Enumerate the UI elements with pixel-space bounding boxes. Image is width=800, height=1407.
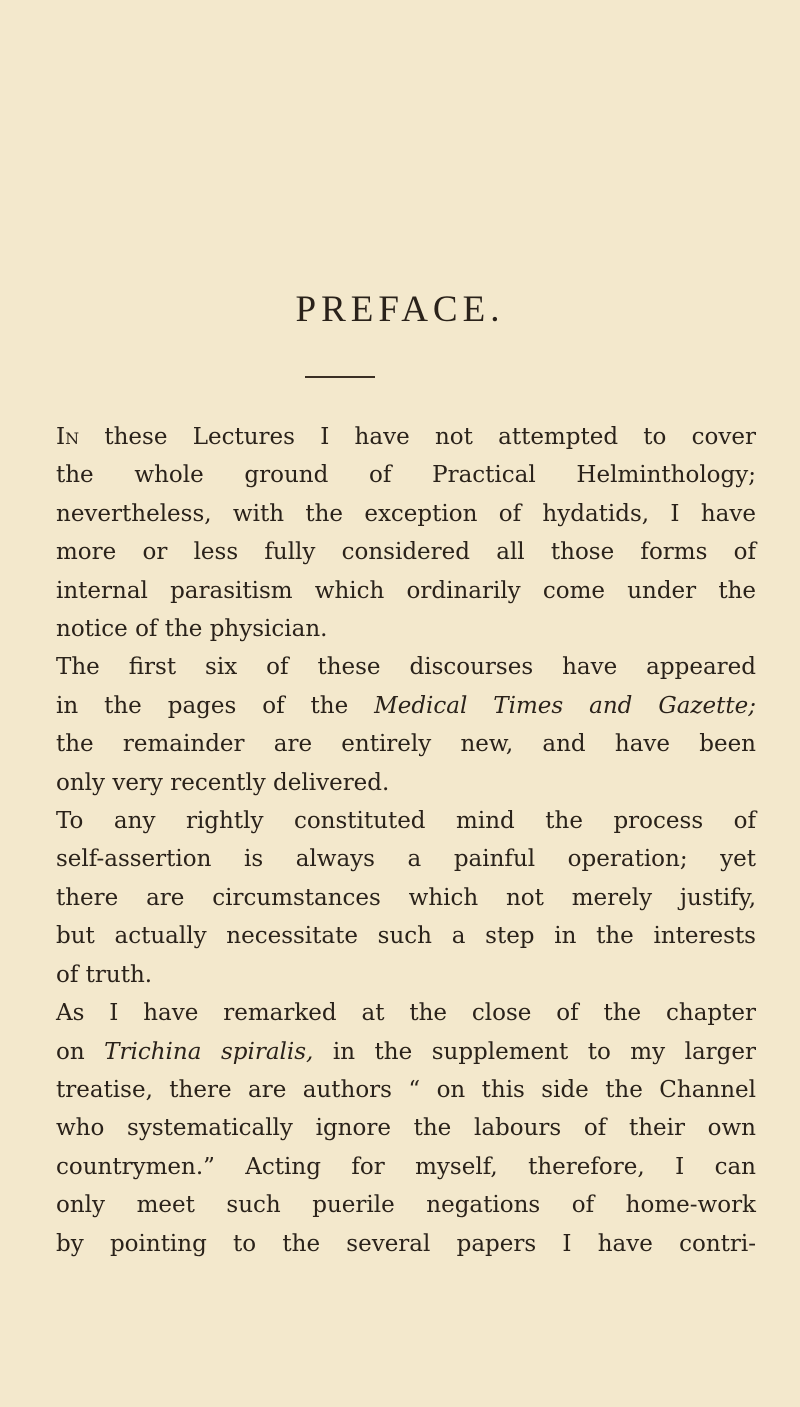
text-run: self-assertion is always a painful operation; yet — [56, 846, 756, 873]
text-line — [56, 764, 756, 802]
paragraph — [56, 648, 756, 802]
text-run: only meet such puerile negations of home-work — [56, 1192, 756, 1219]
text-run: but actually necessitate such a step in the interests — [56, 923, 756, 950]
text-run: of truth. — [56, 961, 153, 988]
text-run: the whole ground of Practical Helminthology; — [56, 462, 756, 489]
preface-body — [56, 418, 756, 1263]
paragraph — [56, 418, 756, 648]
text-run: in the pages of the — [56, 692, 375, 719]
italic-text: Medical Times and Gazette; — [374, 692, 757, 719]
text-run: on — [56, 1038, 105, 1065]
text-run: treatise, there are authors “ on this side the Channel — [56, 1076, 756, 1103]
text-run: notice of the physician. — [56, 616, 328, 643]
text-run: internal parasitism which ordinarily come under the — [56, 577, 756, 604]
page-title: PREFACE. — [295, 289, 505, 330]
text-run: To any rightly constituted mind the process of — [56, 808, 756, 835]
text-run: there are circumstances which not merely justify, — [56, 884, 756, 911]
text-run: by pointing to the several papers I have contri- — [56, 1230, 756, 1257]
text-run: the remainder are entirely new, and have been — [56, 731, 756, 758]
text-run: nevertheless, with the exception of hydatids, I have — [56, 500, 756, 527]
italic-text: Trichina spiralis, — [104, 1038, 314, 1065]
paragraph — [56, 802, 756, 994]
text-line — [56, 1109, 756, 1147]
text-line — [56, 1186, 756, 1224]
text-line — [56, 687, 756, 725]
text-line — [56, 1225, 756, 1263]
text-line — [56, 1071, 756, 1109]
title-rule — [305, 376, 375, 378]
text-line — [56, 533, 756, 571]
text-line — [56, 802, 756, 840]
text-run: only very recently delivered. — [56, 769, 390, 796]
text-line — [56, 648, 756, 686]
text-run: more or less fully considered all those forms of — [56, 539, 756, 566]
text-line — [56, 994, 756, 1032]
text-line — [56, 956, 756, 994]
paragraph — [56, 994, 756, 1263]
text-line — [56, 456, 756, 494]
text-run: The first six of these discourses have appeared — [56, 654, 756, 681]
text-line — [56, 495, 756, 533]
text-run: who systematically ignore the labours of their own — [56, 1115, 756, 1142]
text-line — [56, 1033, 756, 1071]
text-line — [56, 725, 756, 763]
text-line — [56, 418, 756, 456]
text-line — [56, 610, 756, 648]
text-line — [56, 879, 756, 917]
text-run: in the supplement to my larger — [313, 1038, 756, 1065]
text-line — [56, 840, 756, 878]
text-line — [56, 917, 756, 955]
text-line — [56, 572, 756, 610]
text-run: countrymen.” Acting for myself, therefore, I can — [56, 1153, 756, 1180]
text-run: As I have remarked at the close of the chapter — [56, 1000, 756, 1027]
text-line — [56, 1148, 756, 1186]
small-caps-text: In — [56, 424, 80, 450]
text-run: these Lectures I have not attempted to cover — [79, 424, 756, 450]
